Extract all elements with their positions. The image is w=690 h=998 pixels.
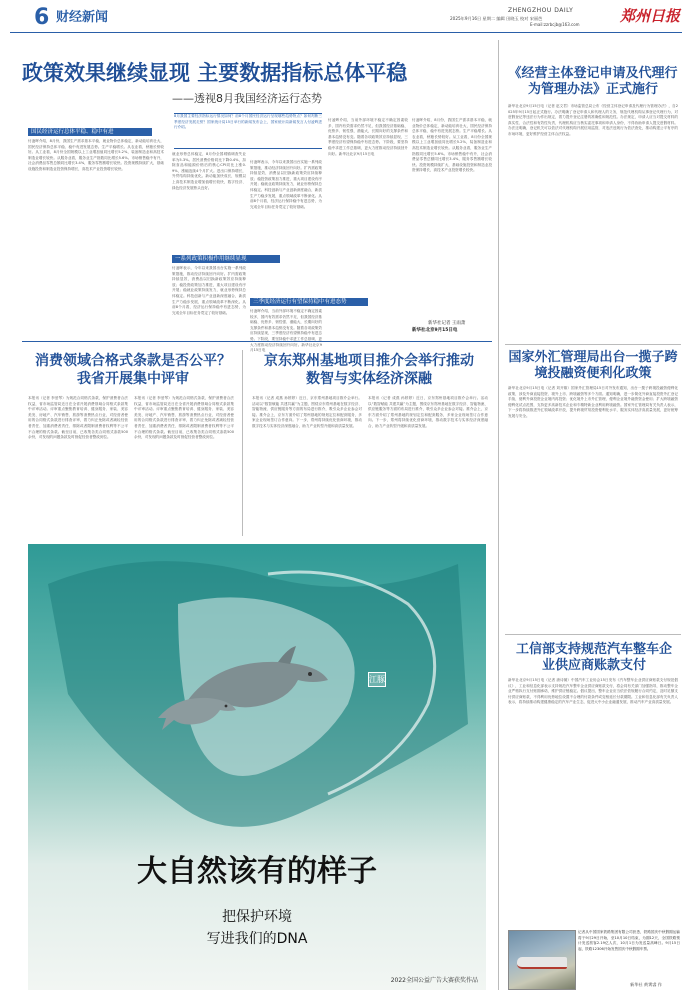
lead-intro	[174, 113, 322, 149]
rail-brief-text: 记者从中国国家铁路集团有限公司获悉，铁路国庆中秋假期运输将于9月29日开始，至10月10日结束，为期12天，全国铁路预计发送旅客2.19亿人次，10月1日为发送量高峰日。9月15日起，铁路12306开始发售国庆中秋假期车票。	[578, 930, 680, 951]
paper-name-en: ZHENGZHOU DAILY	[508, 7, 574, 14]
mid-divider	[242, 350, 243, 536]
column-divider	[498, 40, 499, 990]
ad-line-2: 写进我们的DNA	[206, 931, 308, 947]
lead-body-c: 付凌晖表示，今年以来我国出台实施一系列政策措施，推动经济持续回升向好。扩内需政策持续显效，消费品以旧换新政策效应持续释放；稳投资政策加力推进，重大项目建设有序开展；稳就业政策持续发力，就业形势保持总体稳定。科技创新与产业创新深度融合，新质生产力稳步发展，重点领域改革不断深化。从前8个月看，经济运行保持稳中有进态势，为完成全年目标任务奠定了较好基础。	[172, 266, 246, 315]
lead-section-3: 三季度经济运行有望保持稳中有进态势	[250, 298, 368, 306]
lead-section-2: 一系列政策积极作用继续显现	[172, 255, 280, 263]
right2-headline: 国家外汇管理局出台一揽子跨境投融资便利化政策	[508, 350, 678, 381]
mid-left-headline: 消费领域合格式条款是否公平？我省开展集中评审	[35, 353, 231, 387]
mid-left-body-2: 本报讯（记者 李爱琴）为规范合同格式条款，保护消费者合法权益，省市场监管局近日在全省开展消费领域合同格式条款集中评审活动。评审重点聚焦教育培训、健身服务、家装、美容美发、房地产、汽车销售、旅游等消费热点行业，对经营者使用的合同格式条款进行排查评审，着力纠正免除或者减轻经营者责任、加重消费者责任、排除或者限制消费者权利等不公平不合理的格式条款。截至目前，已收集各类合同格式条款500余份，对发现的问题条款及时督促经营者整改到位。	[134, 396, 234, 440]
lead-body-d: 付凌晖介绍，当前外部环境不稳定不确定因素较多，国内有效需求仍然不足，但我国经济基础稳、优势多、韧性强、潜能大，长期向好的支撑条件和基本趋势没有变。随着各项政策效应持续显现，三季度经济有望保持稳中有进态势。下阶段，要坚持稳中求进工作总基调，更大力度推动经济持续回升向好。新华社北京9月15日电	[250, 309, 322, 353]
email: E-mail:zzrbcjb@163.com	[530, 22, 580, 27]
masthead-rule	[10, 32, 682, 33]
lead-body-c-2: 付凌晖表示，今年以来我国出台实施一系列政策措施，推动经济持续回升向好。扩内需政策持续显效，消费品以旧换新政策效应持续释放；稳投资政策加力推进，重大项目建设有序开展；稳就业政策持续发力，就业形势保持总体稳定。科技创新与产业创新深度融合，新质生产力稳步发展，重点领域改革不断深化。从前8个月看，经济运行保持稳中有进态势，为完成全年目标任务奠定了较好基础。	[250, 160, 322, 209]
lead-body-a: 付凌晖介绍，8月份，我国生产需求基本平稳，就业物价总体稳定，新动能培育壮大，国民经济保持总体平稳、稳中有进发展态势。生产平稳增长。从农业看，秋粮长势较好。从工业看，8月份全国规模以上工业增加值同比增长5.2%，装备制造业和高技术制造业增长较快。从服务业看，服务业生产指数同比增长5.6%。市场销售稳中有升，社会消费品零售总额同比增长3.4%，服务零售额增长较快。投资规模持续扩大，基础设施投资和制造业投资保持增长，高技术产业投资增长较快。	[28, 139, 164, 171]
right1-body: 新华社北京9月15日电（记者 赵文君）市场监管总局公布《经营主体登记申请及代理行为管理办法》，自2025年9月15日起正式施行。办法明确了登记申请人和代理人的义务，规范代理机构从事登记代理行为，对虚假登记等违法行为作出规定，着力提升登记注册的准确性和规范性。办法规定，申请人应当对提交材料的真实性、合法性和有效性负责，代理机构应当核实委托事项和申请人身份，不得协助申请人提交虚假材料。办法还明确，登记机关可以依法对代理机构开展信用监管，对违法违规行为依法查处，推动构建公平有序的市场环境，更好维护经营主体合法权益。	[508, 104, 678, 136]
public-service-ad	[28, 544, 486, 990]
ad-line-1: 把保护环境	[222, 909, 292, 925]
rail-photo	[508, 930, 576, 990]
right3-headline: 工信部支持规范汽车整车企业供应商账款支付	[515, 642, 672, 673]
mid-left-body: 本报讯（记者 李爱琴）为规范合同格式条款，保护消费者合法权益，省市场监管局近日在全省开展消费领域合同格式条款集中评审活动。评审重点聚焦教育培训、健身服务、家装、美容美发、房地产、汽车销售、旅游等消费热点行业，对经营者使用的合同格式条款进行排查评审，着力纠正免除或者减轻经营者责任、加重消费者责任、排除或者限制消费者权利等不公平不合理的格式条款。截至目前，已收集各类合同格式条款500余份，对发现的问题条款及时督促经营者整改到位。	[28, 396, 128, 440]
lead-dateline: 新华社北京9月15日电	[412, 328, 458, 333]
mid-right-body: 本报讯（记者 成燕 孙婷婷）近日，京东郑州基地项目推介会举行。活动以“数智赋能 共建共赢”为主题，围绕京东郑州基地在数字经济、智能物流、供应链服务等方面的布局进行推介，吸引众多企业参会对接。推介会上，京东方面介绍了郑州基地的规划定位和配套服务，多家企业现场签订合作意向。下一步，郑州将持续优化营商环境，推动数字技术与实体经济深度融合，助力产业转型升级和高质量发展。	[252, 396, 362, 428]
lead-intro-text: 8月我国主要经济指标运行情况如何？前8个月国民经济运行呈现哪些趋势特点？如何判断三季度经济发展走势？国家统计局15日举行的新闻发布会上，国家统计局新闻发言人付凌晖进行介绍。	[174, 114, 322, 130]
masthead	[10, 6, 682, 30]
lead-section-1: 国民经济运行总体平稳、稳中有进	[28, 128, 152, 136]
rail-brief-byline: 新华社 黄霄睿 作	[630, 982, 662, 987]
lead-body-a-2: 付凌晖介绍，8月份，我国生产需求基本平稳，就业物价总体稳定，新动能培育壮大，国民经济保持总体平稳、稳中有进发展态势。生产平稳增长。从农业看，秋粮长势较好。从工业看，8月份全国规模以上工业增加值同比增长5.2%，装备制造业和高技术制造业增长较快。从服务业看，服务业生产指数同比增长5.6%。市场销售稳中有升，社会消费品零售总额同比增长3.4%，服务零售额增长较快。投资规模持续扩大，基础设施投资和制造业投资保持增长，高技术产业投资增长较快。	[412, 118, 492, 173]
section-name: 财经新闻	[56, 10, 109, 25]
porpoise-calf-icon	[152, 686, 242, 736]
lead-bottom-rule	[22, 341, 492, 342]
lead-byline: 新华社记者 王雨萧	[428, 321, 466, 326]
right2-body: 新华社北京9月15日电（记者 刘开雄）国家外汇管理局15日对外发布通知，出台一揽子跨境投融资便利化政策，涉及外商直接投资、境外上市、跨境融资等多个方面。通知明确，进一步简化外商直接投资外汇登记手续，便利外商投资企业境内再投资；优化境外上市外汇管理，便利企业境外融资资金使用；扩大跨境融资便利化试点范围，支持更多高新技术企业和专精特新企业利用跨境融资。国家外汇管理局有关负责人表示，下一步将持续推进外汇领域改革开放，提升跨境贸易投资便利化水平，服务实体经济高质量发展，更好统筹发展与安全。	[508, 386, 678, 418]
right2-rule	[505, 634, 681, 635]
lead-subhead: ——透视8月我国经济运行态势	[172, 92, 322, 105]
lead-body-d-2: 付凌晖介绍，当前外部环境不稳定不确定因素较多，国内有效需求仍然不足，但我国经济基础稳、优势多、韧性强、潜能大，长期向好的支撑条件和基本趋势没有变。随着各项政策效应持续显现，三季度经济有望保持稳中有进态势。下阶段，要坚持稳中求进工作总基调，更大力度推动经济持续回升向好。新华社北京9月15日电	[328, 118, 408, 156]
ad-credit: 2022全国公益广告大赛获奖作品	[390, 977, 478, 984]
page-number: 6	[34, 5, 50, 30]
right1-headline: 《经营主体登记申请及代理行为管理办法》正式施行	[508, 66, 678, 97]
right3-body: 新华社北京9月15日电（记者 唐诗凝）中国汽车工业协会15日发布《汽车整车企业供应商账款支付规范倡议》，工业和信息化部表示支持规范汽车整车企业供应商账款支付，将会同有关部门加强指导，推动整车企业严格执行支付账期承诺，维护供应链稳定。倡议提出，整车企业应当依法依规履行合同约定，及时足额支付供应商账款，不得利用优势地位设置不合理的付款条件或变相延长付款期限。工业和信息化部有关负责人表示，将持续推动构建健康稳定的汽车产业生态，促进大中小企业融通发展，推动汽车产业高质量发展。	[508, 678, 678, 705]
date-line: 2025年9月16日 星期二 编辑 田晓玉 校对 宋丽芭	[450, 16, 543, 21]
train-shape	[517, 957, 567, 969]
masthead-logo: 郑州日报	[620, 7, 681, 25]
mid-right-headline: 京东郑州基地项目推介会举行推动数智与实体经济深融	[264, 353, 474, 387]
ad-slogan: 大自然该有的样子	[137, 854, 377, 889]
right1-rule	[505, 344, 681, 345]
ad-badge: 江豚	[368, 672, 386, 687]
lead-headline: 政策效果继续显现 主要数据指标总体平稳	[22, 61, 408, 85]
lead-body-b: 就业形势总体稳定，8月份全国城镇调查失业率为5.3%。居民消费价格同比下降0.4%，扣除食品和能源价格后的核心CPI同比上涨0.9%，涨幅连续4个月扩大。进出口保持增长，外贸结构持续优化。新动能加快成长，规模以上高技术制造业增加值增长较快，数字经济、绿色经济发展势头良好。	[172, 152, 246, 190]
mid-right-body-2: 本报讯（记者 成燕 孙婷婷）近日，京东郑州基地项目推介会举行。活动以“数智赋能 共建共赢”为主题，围绕京东郑州基地在数字经济、智能物流、供应链服务等方面的布局进行推介，吸引众多企业参会对接。推介会上，京东方面介绍了郑州基地的规划定位和配套服务，多家企业现场签订合作意向。下一步，郑州将持续优化营商环境，推动数字技术与实体经济深度融合，助力产业转型升级和高质量发展。	[368, 396, 488, 428]
